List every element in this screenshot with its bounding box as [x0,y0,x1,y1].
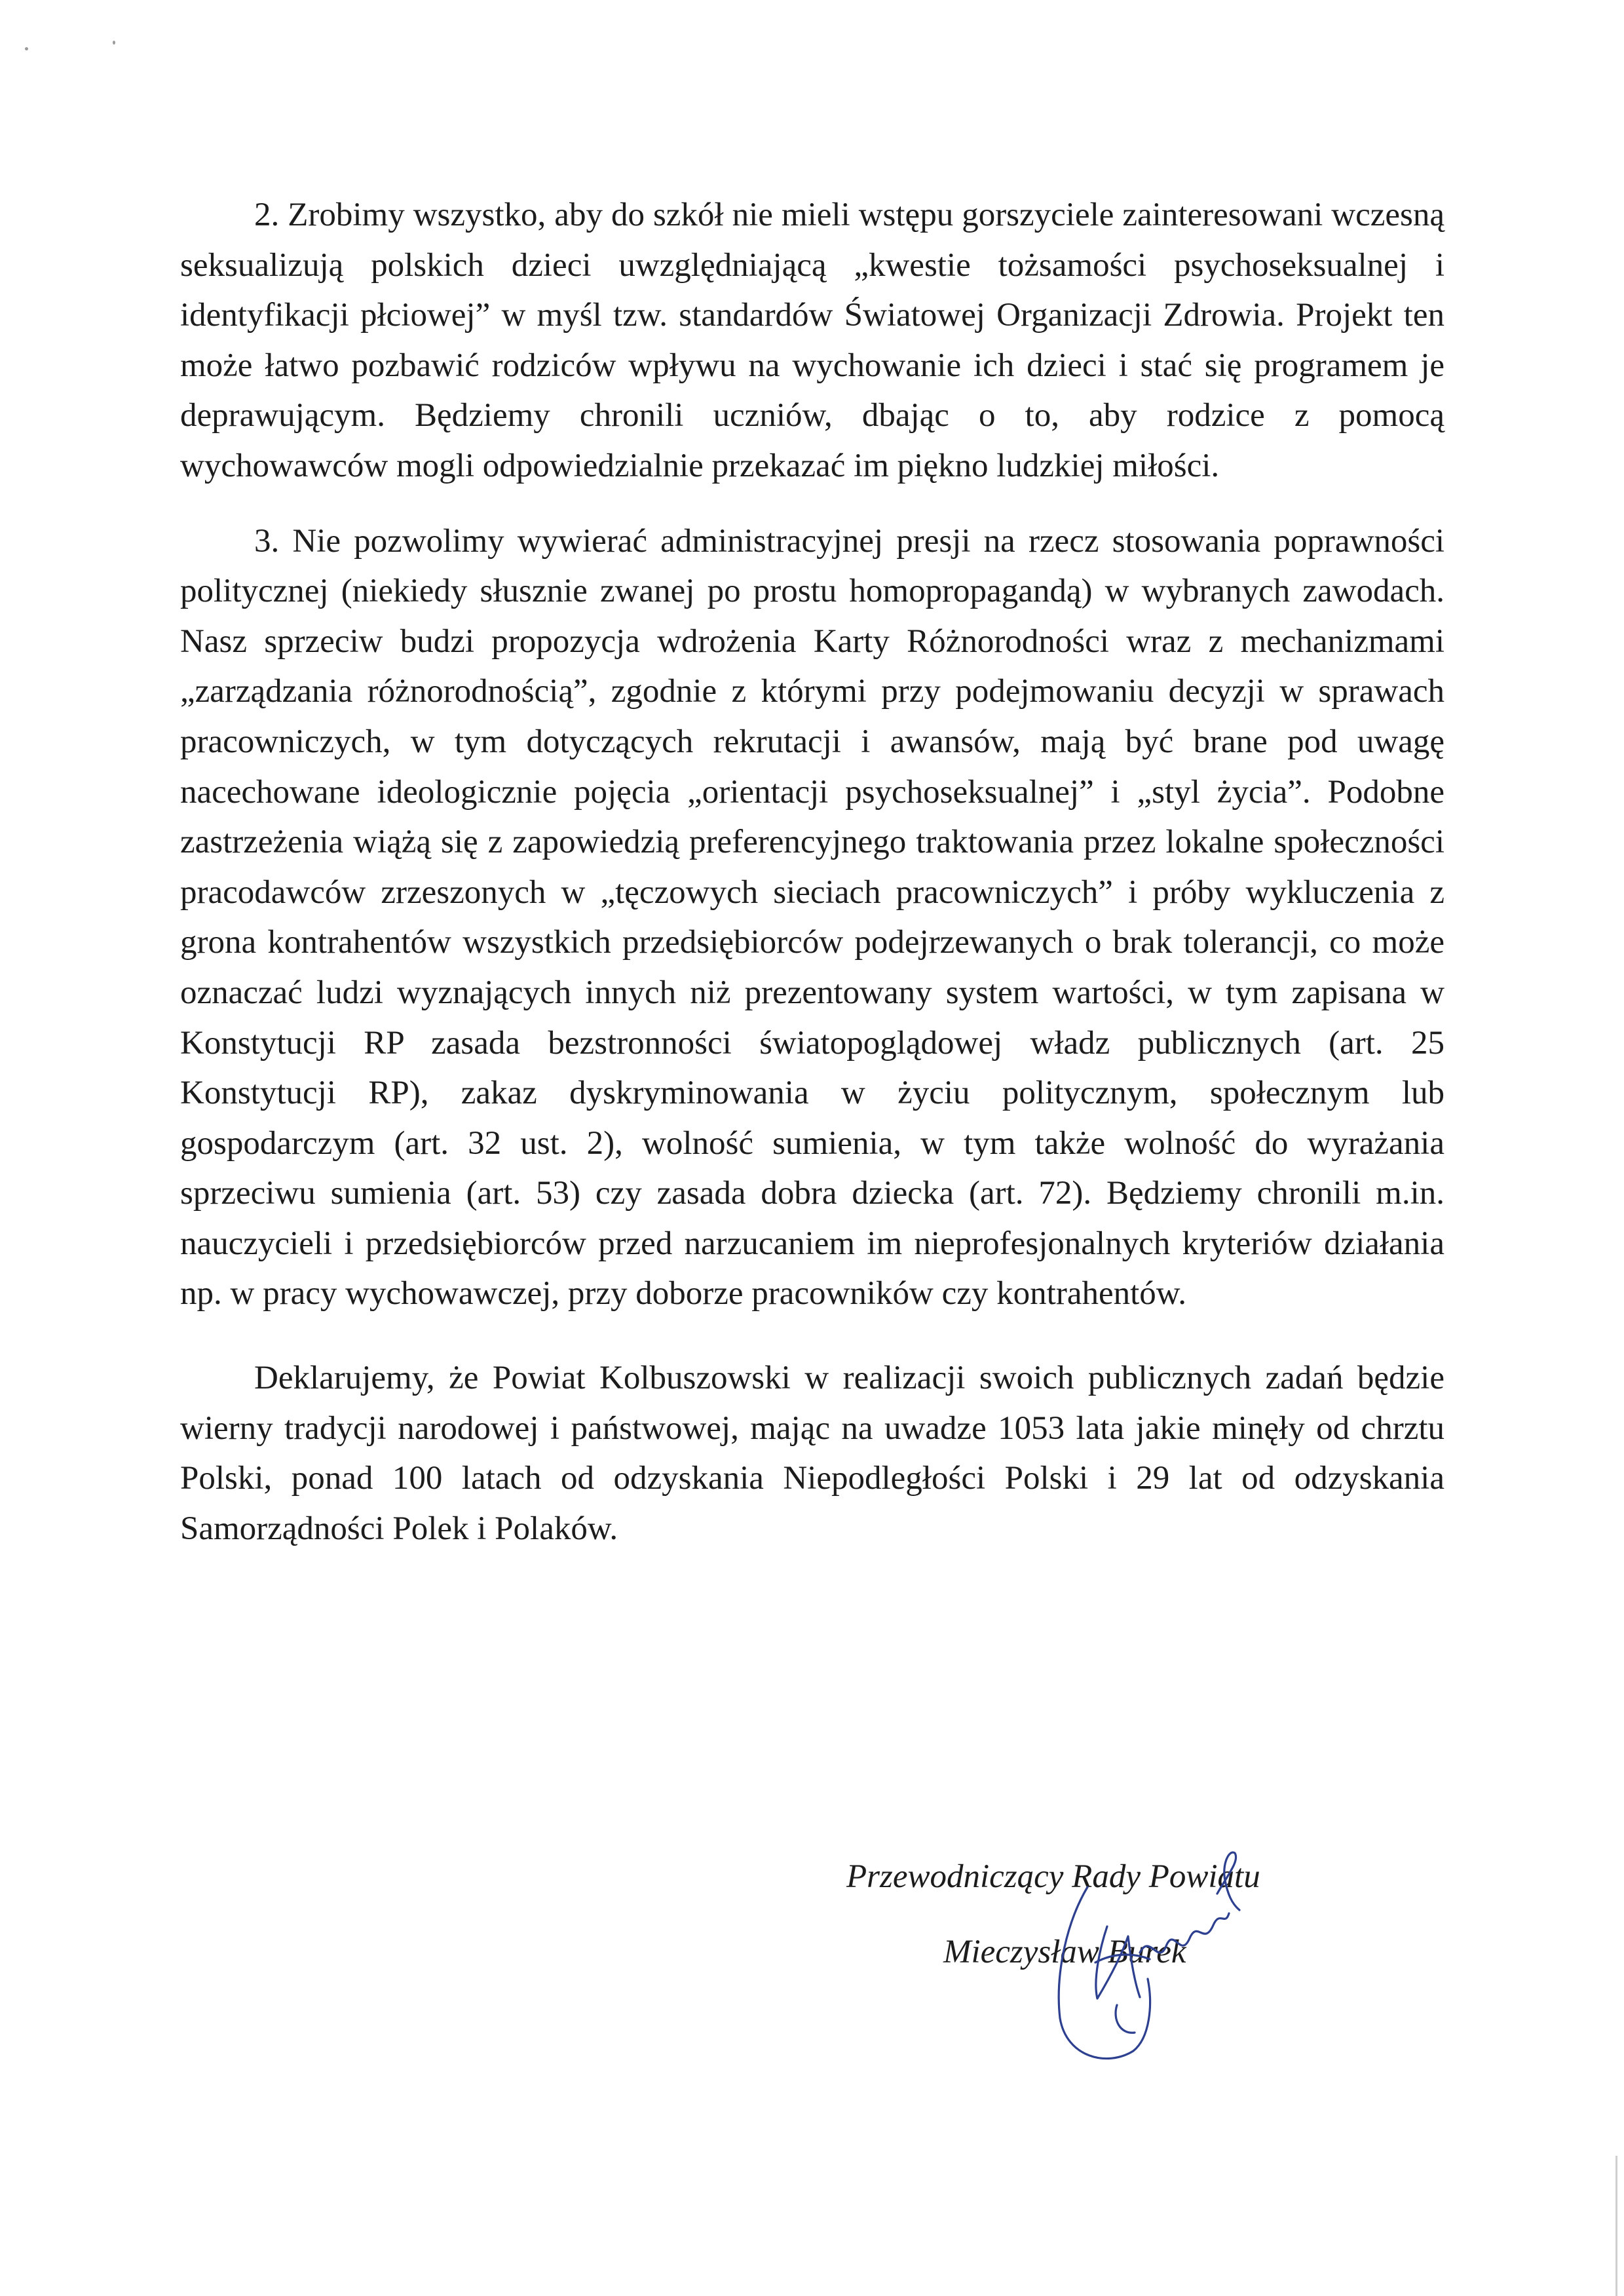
paragraph-point-2: 2. Zrobimy wszystko, aby do szkół nie mieli wstępu gorszyciele zainteresowani wczesną seksualizują polskich dzieci uwzględniającą „kwestie tożsamości psychoseksualnej i identyfikacji płciowej” w myśl tzw. standardów Światowej Organizacji Zdrowia. Projekt ten może łatwo pozbawić rodziców wpływu na wychowanie ich dzieci i stać się programem je deprawującym. Będziemy chronili uczniów, dbając o to, aby rodzice z pomocą wychowawców mogli odpowiedzialnie przekazać im piękno ludzkiej miłości. [180,197,1445,484]
scan-speck [113,41,115,45]
signatory-name: Mieczysław Burek [943,1934,1186,1970]
document-body [180,190,1445,1554]
handwritten-signature [1009,1848,1271,2071]
paragraph-point-3: 3. Nie pozwolimy wywierać administracyjnej presji na rzecz stosowania poprawności politycznej (niekiedy słusznie zwanej po prostu homopropagandą) w wybranych zawodach. Nasz sprzeciw budzi propozycja wdrożenia Karty Różnorodności wraz z mechanizmami „zarządzania różnorodnością”, zgodnie z którymi przy podejmowaniu decyzji w sprawach pracowniczych, w tym dotyczących rekrutacji i awansów, mają być brane pod uwagę nacechowane ideologicznie pojęcia „orientacji psychoseksualnej” i „styl życia”. Podobne zastrzeżenia wiążą się z zapowiedzią preferencyjnego traktowania przez lokalne społeczności pracodawców zrzeszonych w „tęczowych sieciach pracowniczych” i próby wykluczenia z grona kontrahentów wszystkich przedsiębiorców podejrzewanych o brak tolerancji, co może oznaczać ludzi wyznających innych niż prezentowany system wartości, w tym zapisana w Konstytucji RP zasada bezstronności światopoglądowej władz publicznych (art. 25 Konstytucji RP), zakaz dyskryminowania w życiu politycznym, społecznym lub gospodarczym (art. 32 ust. 2), wolność sumienia, w tym także wolność do wyrażania sprzeciwu sumienia (art. 53) czy zasada dobra dziecka (art. 72). Będziemy chronili m.in. nauczycieli i przedsiębiorców przed narzucaniem im nieprofesjonalnych kryteriów działania np. w pracy wychowawczej, przy doborze pracowników czy kontrahentów. [180,522,1445,1312]
scan-speck [25,47,28,50]
signatory-title: Przewodniczący Rady Powiatu [846,1858,1260,1895]
scan-edge-mark [1615,2156,1617,2296]
paragraph-declaration: Deklarujemy, że Powiat Kolbuszowski w realizacji swoich publicznych zadań będzie wierny tradycji narodowej i państwowej, mając na uwadze 1053 lata jakie minęły od chrztu Polski, ponad 100 latach od odzyskania Niepodległości Polski i 29 lat od odzyskania Samorządności Polek i Polaków. [180,1360,1445,1547]
signature-block [832,1858,1422,2074]
